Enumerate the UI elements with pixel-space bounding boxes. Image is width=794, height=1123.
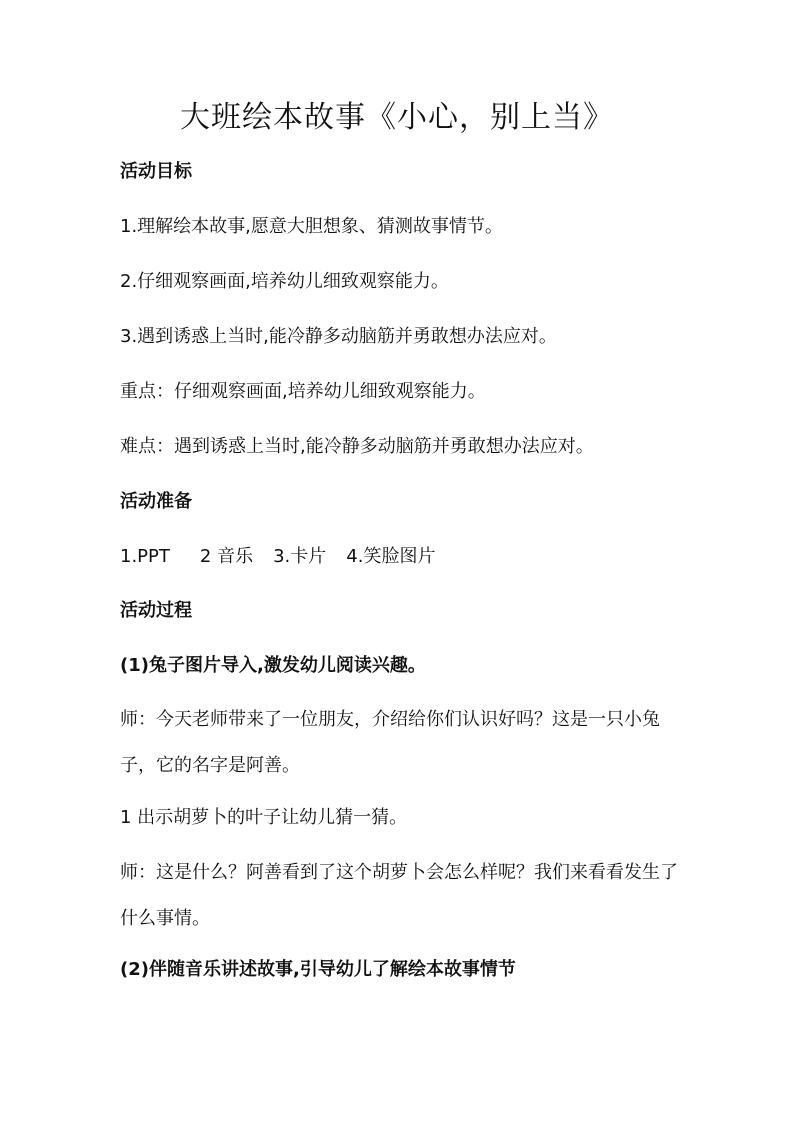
prep-item-1: 1.PPT bbox=[120, 546, 170, 567]
step-1-paragraph-1: 师：今天老师带来了一位朋友，介绍给你们认识好吗？这是一只小兔子，它的名字是阿善。 bbox=[120, 709, 660, 776]
goal-2: 2.仔细观察画面,培养幼儿细致观察能力。 bbox=[120, 271, 449, 292]
difficulty-point: 难点：遇到诱惑上当时,能冷静多动脑筋并勇敢想办法应对。 bbox=[120, 436, 594, 457]
key-point: 重点：仔细观察画面,培养幼儿细致观察能力。 bbox=[120, 381, 486, 402]
prep-heading: 活动准备 bbox=[120, 491, 192, 512]
goal-1: 1.理解绘本故事,愿意大胆想象、猜测故事情节。 bbox=[120, 216, 503, 237]
goal-3: 3.遇到诱惑上当时,能冷静多动脑筋并勇敢想办法应对。 bbox=[120, 326, 557, 347]
process-heading: 活动过程 bbox=[120, 600, 192, 621]
goals-heading: 活动目标 bbox=[120, 161, 192, 182]
prep-item-4: 4.笑脸图片 bbox=[346, 546, 436, 567]
prep-list bbox=[120, 547, 680, 567]
step-1-paragraph-2: 1 出示胡萝卜的叶子让幼儿猜一猜。 bbox=[120, 807, 408, 828]
document-title: 大班绘本故事《小心，别上当》 bbox=[180, 100, 614, 135]
step-1-heading: (1)兔子图片导入,激发幼儿阅读兴趣。 bbox=[120, 655, 426, 676]
step-1-paragraph-3: 师：这是什么？阿善看到了这个胡萝卜会怎么样呢？我们来看看发生了什么事情。 bbox=[120, 862, 678, 929]
step-2-heading: (2)伴随音乐讲述故事,引导幼儿了解绘本故事情节 bbox=[120, 959, 516, 980]
prep-item-3: 3.卡片 bbox=[273, 546, 327, 567]
prep-item-2: 2 音乐 bbox=[199, 546, 254, 567]
